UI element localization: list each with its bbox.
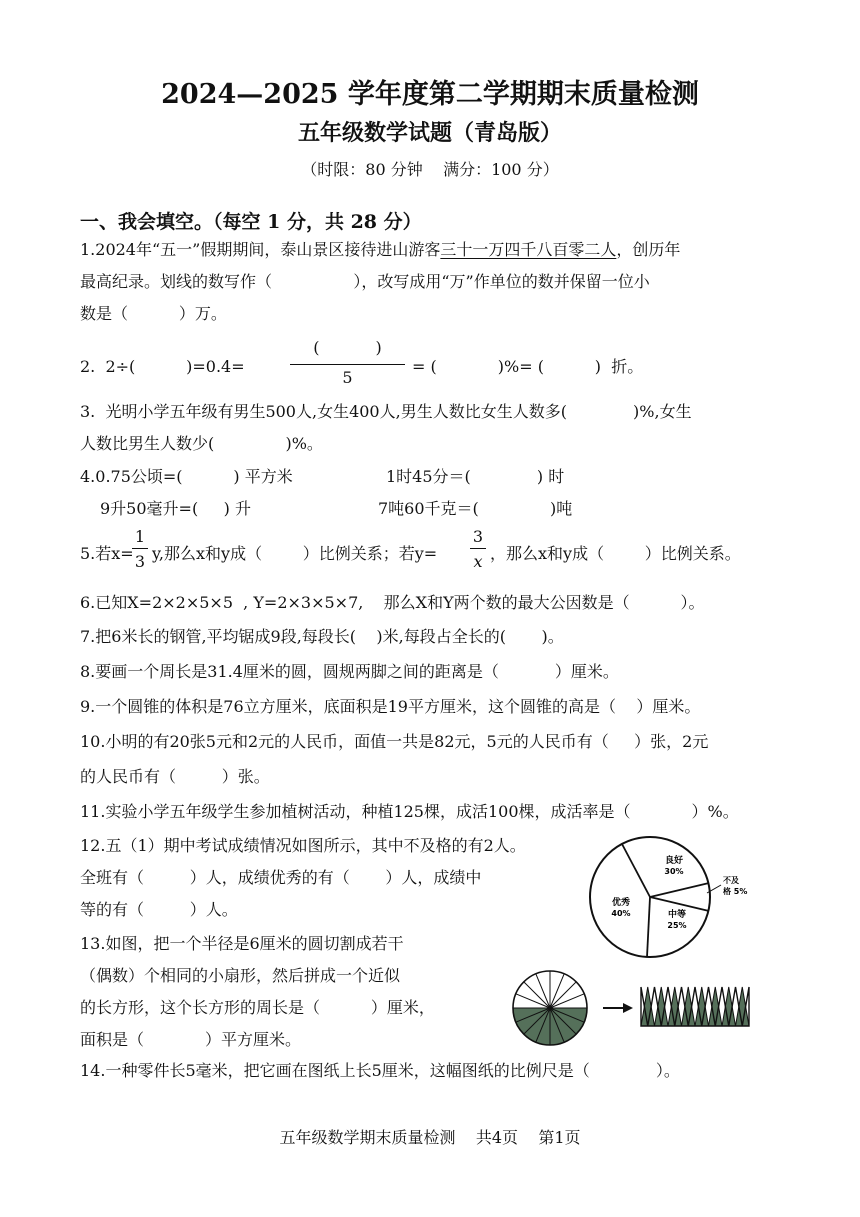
question-5-fraction-1-bar — [132, 548, 148, 549]
exam-title: 2024—2025 学年度第二学期期末质量检测 — [161, 79, 699, 110]
page-footer: 五年级数学期末质量检测 共4页 第1页 — [279, 1128, 581, 1147]
question-1-line-1 — [80, 240, 680, 260]
pie-label-excellent: 优秀 — [611, 898, 631, 908]
question-4-part-a: 4.0.75公顷=( ) 平方米 — [80, 467, 293, 486]
pie-divider-medium-excellent — [647, 897, 650, 957]
question-13-line-3: 的长方形，这个长方形的周长是（ ）厘米， — [80, 998, 435, 1017]
pie-divider-good-excellent — [622, 844, 650, 897]
question-5-fraction-2-denominator: x — [473, 552, 483, 571]
question-1-underlined-number: 三十一万四千八百零二人 — [440, 240, 617, 259]
question-3-line-2: 人数比男生人数少( )%。 — [80, 434, 323, 453]
circle-to-rectangle-figure — [500, 968, 760, 1050]
question-5-text-a: 5.若x= — [80, 544, 134, 563]
question-13-line-1: 13.如图，把一个半径是6厘米的圆切割成若干 — [80, 934, 404, 953]
question-12-line-1: 12.五（1）期中考试成绩情况如图所示，其中不及格的有2人。 — [80, 836, 526, 855]
question-13-line-4: 面积是（ ）平方厘米。 — [80, 1030, 302, 1049]
question-4-part-d: 7吨60千克＝( )吨 — [378, 499, 573, 518]
question-1-text-a: 1.2024年“五一”假期期间，泰山景区接待进山游客 — [80, 240, 441, 259]
question-2-denominator: 5 — [342, 368, 353, 387]
question-1-text-b: ，创历年 — [616, 240, 681, 259]
question-3-line-1: 3. 光明小学五年级有男生500人,女生400人,男生人数比女生人数多( )%,女生 — [80, 402, 692, 421]
question-7: 7.把6米长的钢管,平均锯成9段,每段长( )米,每段占全长的( )。 — [80, 627, 564, 646]
circle-sector-line — [550, 982, 576, 1008]
pie-label-fail-2: 格 5% — [723, 887, 748, 896]
question-5-fraction-2-numerator: 3 — [472, 527, 484, 546]
question-2-right: = ( )%= ( ) 折。 — [412, 357, 644, 376]
question-5-text-b: y,那么x和y成（ ）比例关系；若y= — [152, 544, 438, 563]
question-12-line-3: 等的有（ ）人。 — [80, 900, 238, 919]
pie-label-good: 良好 — [664, 856, 684, 866]
question-5-fraction-1-numerator: 1 — [134, 527, 146, 546]
pie-label-fail-1: 不及 — [723, 876, 739, 885]
question-5-fraction-2-bar — [470, 548, 486, 549]
question-10-line-1: 10.小明的有20张5元和2元的人民币，面值一共是82元，5元的人民币有（ ）张，2元 — [80, 732, 709, 751]
pie-pct-excellent: 40% — [611, 909, 631, 918]
pie-divider-good-fail — [650, 883, 709, 897]
pie-label-medium: 中等 — [667, 910, 687, 920]
question-5-text-c: ，那么x和y成（ ）比例关系。 — [490, 544, 741, 563]
exam-subtitle: 五年级数学试题（青岛版） — [297, 120, 562, 146]
pie-pct-medium: 25% — [667, 921, 687, 930]
section-heading: 一、我会填空。（每空 1 分，共 28 分） — [80, 211, 422, 233]
question-4-part-c: 9升50毫升=( ) 升 — [100, 499, 251, 518]
circle-sector-line — [524, 982, 550, 1008]
grade-pie-chart — [585, 833, 775, 963]
question-11: 11.实验小学五年级学生参加植树活动，种植125棵，成活100棵，成活率是（ ）%。 — [80, 802, 739, 821]
question-13-line-2: （偶数）个相同的小扇形，然后拼成一个近似 — [80, 966, 401, 985]
pie-divider-fail-medium — [650, 897, 709, 911]
question-2-numerator: ( ) — [313, 338, 382, 357]
question-9: 9.一个圆锥的体积是76立方厘米，底面积是19平方厘米，这个圆锥的高是（ ）厘米。 — [80, 697, 701, 716]
question-5-fraction-1-denominator: 3 — [134, 552, 146, 571]
question-4-part-b: 1时45分＝( ) 时 — [386, 467, 565, 486]
question-6: 6.已知X=2×2×5×5 , Y=2×3×5×7, 那么X和Y两个数的最大公因数是（ ）。 — [80, 593, 705, 612]
question-14: 14.一种零件长5毫米，把它画在图纸上长5厘米，这幅图纸的比例尺是（ ）。 — [80, 1061, 680, 1080]
approximate-rectangle — [641, 987, 749, 1026]
time-limit: （时限：80 分钟 满分：100 分） — [301, 160, 559, 179]
question-2-fraction-bar — [290, 364, 405, 365]
question-8: 8.要画一个周长是31.4厘米的圆，圆规两脚之间的距离是（ ）厘米。 — [80, 662, 619, 681]
question-10-line-2: 的人民币有（ ）张。 — [80, 767, 270, 786]
sectored-circle — [513, 971, 587, 1045]
question-1-line-3: 数是（ ）万。 — [80, 304, 227, 323]
arrow-head — [623, 1003, 633, 1013]
pie-pct-good: 30% — [664, 867, 684, 876]
question-12-line-2: 全班有（ ）人，成绩优秀的有（ ）人，成绩中 — [80, 868, 482, 887]
question-1-line-2: 最高纪录。划线的数写作（ ），改写成用“万”作单位的数并保留一位小 — [80, 272, 650, 291]
question-2-left: 2. 2÷( )=0.4= — [80, 357, 245, 376]
